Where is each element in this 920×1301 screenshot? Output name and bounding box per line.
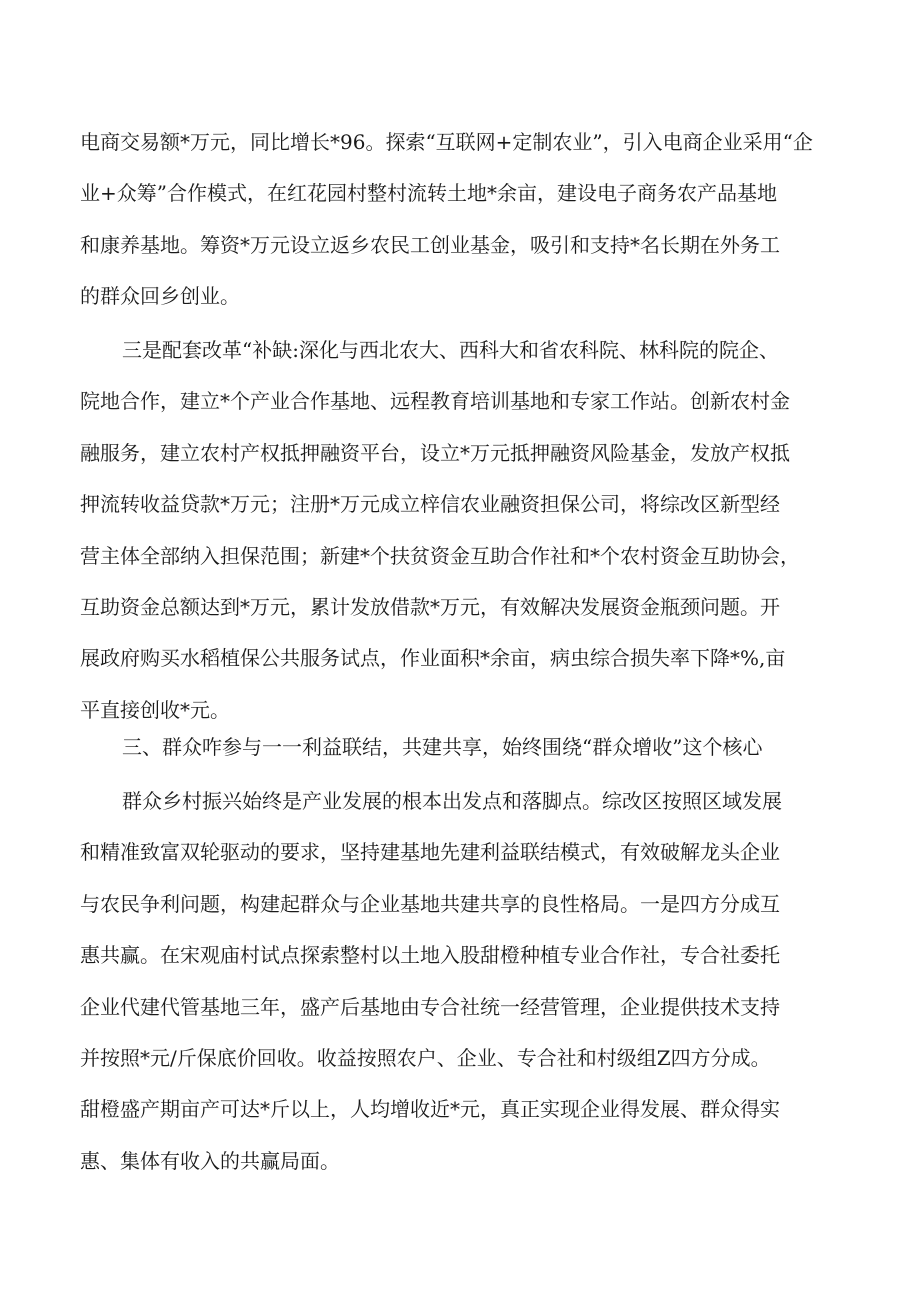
paragraph-line: 互助资金总额达到*万元，累计发放借款*万元，有效解决发展资金瓶颈问题。开 — [80, 594, 780, 619]
paragraph-line: 院地合作，建立*个产业合作基地、远程教育培训基地和专家工作站。创新农村金 — [80, 389, 790, 414]
paragraph-2 — [80, 325, 842, 736]
paragraph-line: 三是配套改革“补缺:深化与西北农大、西科大和省农科院、林科院的院企、 — [122, 338, 779, 362]
paragraph-3 — [80, 776, 842, 1187]
paragraph-line: 展政府购买水稻植保公共服务试点，作业面积*余亩，病虫综合损失率下降*%,亩 — [80, 646, 786, 671]
paragraph-1 — [80, 117, 842, 323]
paragraph-line: 惠共赢。在宋观庙村试点探索整村以土地入股甜橙种植专业合作社，专合社委托 — [80, 943, 780, 968]
paragraph-line: 和精准致富双轮驱动的要求，坚持建基地先建利益联结模式，有效破解龙头企业 — [80, 840, 780, 865]
paragraph-line: 和康养基地。筹资*万元设立返乡农民工创业基金，吸引和支持*名长期在外务工 — [80, 232, 780, 257]
paragraph-line: 业+众筹”合作模式，在红花园村整村流转土地*余亩，建设电子商务农产品基地 — [80, 181, 777, 206]
paragraph-line: 营主体全部纳入担保范围；新建*个扶贫资金互助合作社和*个农村资金互助协会， — [80, 543, 800, 568]
paragraph-line: 融服务，建立农村产权抵押融资平台，设立*万元抵押融资风险基金，发放产权抵 — [80, 440, 790, 465]
paragraph-line: 群众乡村振兴始终是产业发展的根本出发点和落脚点。综改区按照区域发展 — [122, 789, 782, 813]
paragraph-line: 并按照*元/斤保底价回收。收益按照农户、企业、专合社和村级组Z四方分成。 — [80, 1045, 771, 1070]
paragraph-line: 与农民争利问题，构建起群众与企业基地共建共享的良性格局。一是四方分成互 — [80, 891, 780, 916]
paragraph-line: 甜橙盛产期亩产可达*斤以上，人均增收近*元，真正实现企业得发展、群众得实 — [80, 1097, 780, 1122]
heading-line: 三、群众咋参与一一利益联结，共建共享，始终围绕“群众增收”这个核心 — [122, 735, 763, 759]
paragraph-line: 押流转收益贷款*万元；注册*万元成立梓信农业融资担保公司，将综改区新型经 — [80, 492, 780, 517]
paragraph-line: 企业代建代管基地三年，盛产后基地由专合社统一经营管理，企业提供技术支持 — [80, 994, 780, 1019]
paragraph-line: 惠、集体有收入的共赢局面。 — [80, 1148, 340, 1173]
section-heading — [80, 722, 842, 773]
paragraph-line: 电商交易额*万元，同比增长*96。探索“互联网+定制农业”，引入电商企业采用“企 — [80, 130, 813, 154]
paragraph-line: 的群众回乡创业。 — [80, 284, 240, 309]
paragraph-line: 平直接创收*元。 — [80, 697, 230, 722]
